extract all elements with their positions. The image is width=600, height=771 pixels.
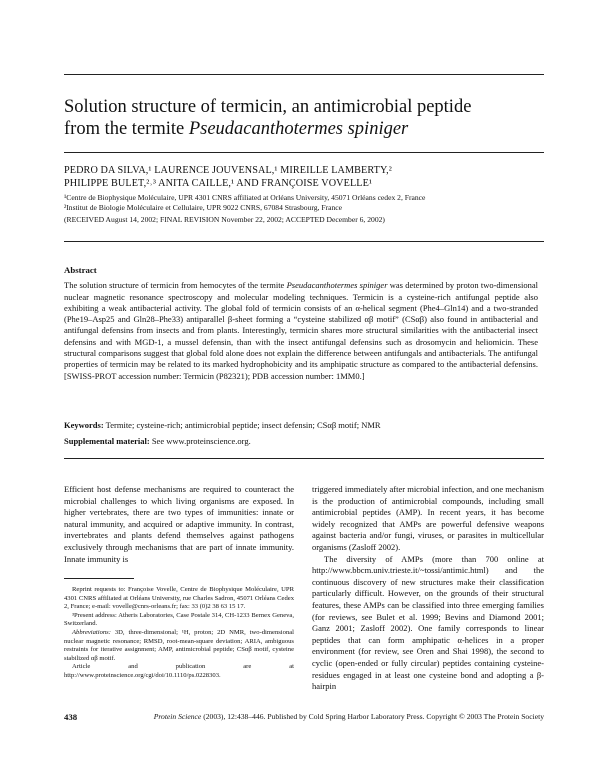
author-list bbox=[64, 164, 544, 190]
supplemental-label: Supplemental material: bbox=[64, 436, 150, 446]
authors-line-1: PEDRO DA SILVA,¹ LAURENCE JOUVENSAL,¹ MIREILLE LAMBERTY,² bbox=[64, 165, 392, 176]
footnote-rule bbox=[64, 578, 134, 579]
footnote-article-doi: Article and publication are at http://www.proteinscience.org/cgi/doi/10.1110/ps.0228303. bbox=[64, 663, 294, 679]
abbreviations-text: 3D, three-dimensional; ¹H, proton; 2D NMR, two-dimensional nuclear magnetic resonance; RMSD, root-mean-square deviation; ARIA, ambiguous restraints for iterative assignment; AMP, antimicrobial peptide; CSαβ motif, cysteine stabilized αβ motif. bbox=[64, 628, 294, 662]
body-right-paragraph-2: The diversity of AMPs (more than 700 online at http://www.bbcm.univ.trieste.it/~tossi/antimic.html) and the continuous discovery of new structures make their classification particularly difficult. However, on the grounds of their structural features, these AMPs can be classified into three emerging families (for reviews, see Bulet et al. 1999; Bevins and Diamond 2001; Ganz 2001; Zasloff 2002). One family corresponds to linear peptides that can form amphipatic α-helices in a proper environment (for review, see Oren and Shai 1998), the second to cyclic (open-ended or fully circular) peptides containing cysteine-residues engaged in at least one cysteine bond and adopting a β-hairpin bbox=[312, 553, 544, 692]
title-line-1: Solution structure of termicin, an antimicrobial peptide bbox=[64, 97, 472, 117]
received-dates: (RECEIVED August 14, 2002; FINAL REVISION November 22, 2002; ACCEPTED December 6, 2002) bbox=[64, 215, 385, 224]
title-species: Pseudacanthotermes spiniger bbox=[188, 119, 409, 139]
supplemental-material bbox=[64, 436, 538, 447]
affiliations bbox=[64, 193, 544, 213]
keywords-label: Keywords: bbox=[64, 420, 104, 430]
footnote-reprint: Reprint requests to: Françoise Vovelle, Centre de Biophysique Moléculaire, UPR 4301 CNRS affiliated at Orléans University, rue Charles Sadron, 45071 Orléans Cedex 2, France; e-mail: vovelle@cnrs-orleans.fr; fax: 33 (0)2 38 63 15 17. bbox=[64, 586, 294, 611]
footer-citation bbox=[154, 712, 544, 722]
journal-name: Protein Science bbox=[153, 712, 202, 721]
page-number: 438 bbox=[64, 712, 78, 722]
authors-line-2: PHILIPPE BULET,²˒³ ANITA CAILLE,¹ AND FRANÇOISE VOVELLE¹ bbox=[64, 178, 373, 189]
abstract bbox=[64, 265, 538, 382]
keywords-text: Termite; cysteine-rich; antimicrobial peptide; insect defensin; CSαβ motif; NMR bbox=[103, 420, 381, 430]
body-left-column: Efficient host defense mechanisms are required to counteract the microbial challenges to which living organisms are exposed. In higher vertebrates, there are two types of immunities: innate or natural immunity, and acquired or adaptive immunity. In contrast, invertebrates and plants defend themselves against pathogens exclusively through mechanisms that are part of innate immunity. Innate immunity is bbox=[64, 484, 294, 564]
footnote-present-address: ³Present address: Atheris Laboratories, Case Postale 314, CH-1233 Bernex Geneva, Switzerland. bbox=[64, 611, 294, 628]
article-title bbox=[64, 96, 544, 140]
abstract-bottom-rule bbox=[64, 458, 544, 459]
abbreviations-label: Abbreviations: bbox=[72, 628, 111, 636]
abstract-heading: Abstract bbox=[64, 265, 97, 275]
footnotes bbox=[64, 586, 294, 681]
citation-text: (2003), 12:438–446. Published by Cold Spring Harbor Laboratory Press. Copyright © 2003 The Protein Society bbox=[201, 712, 544, 721]
footnote-abbreviations bbox=[64, 629, 294, 663]
top-rule bbox=[64, 74, 544, 75]
affiliation-2: ²Institut de Biologie Moléculaire et Cellulaire, UPR 9022 CNRS, 67084 Strasbourg, France bbox=[64, 203, 343, 212]
abstract-species: Pseudacanthotermes spiniger bbox=[286, 280, 388, 291]
affiliation-1: ¹Centre de Biophysique Moléculaire, UPR 4301 CNRS affiliated at Orléans University, 45071 Orléans cedex 2, France bbox=[64, 193, 426, 202]
title-line-2 bbox=[64, 118, 544, 140]
title-rule bbox=[64, 152, 544, 153]
body-right-paragraph-1: triggered immediately after microbial infection, and one mechanism is the production of antimicrobial compounds, including small antimicrobial peptides (AMP). In recent years, it has become widely recognized that AMPs are powerful defensive weapons against bacteria and/or fungi, viruses, or parasites in multicellular organisms (Zasloff 2002). bbox=[312, 484, 544, 552]
header-bottom-rule bbox=[64, 241, 544, 242]
title-line-2-prefix: from the termite bbox=[64, 119, 189, 139]
keywords bbox=[64, 420, 538, 431]
abstract-text bbox=[64, 280, 538, 382]
abstract-text-part-1: The solution structure of termicin from hemocytes of the termite bbox=[64, 280, 287, 291]
abstract-text-part-2: was determined by proton two-dimensional nuclear magnetic resonance spectroscopy and molecular modeling techniques. Termicin is a cysteine-rich antifungal peptide also exhibiting a weak antibacterial activity. The global fold of termicin consists of an α-helical segment (Phe4–Gln14) and a two-stranded (Phe19–Asp25 and Gln28–Phe33) antiparallel β-sheet forming a “cysteine stabilized αβ motif” (CSαβ) also found in antibacterial and antifungal defensins from insects and from plants. Interestingly, termicin shares more structural similarities with the antibacterial insect defensins and with MGD-1, a mussel defensin, than with the insect antifungal defensins such as drosomycin and heliomicin. These structural comparisons suggest that global fold alone does not explain the difference between antifungals and antibacterials. The antifungal properties of termicin may be related to its marked hydrophobicity and its amphipatic structure as compared to the antibacterial defensins. [SWISS-PROT accession number: Termicin (P82321); PDB accession number: 1MM0.] bbox=[64, 280, 538, 381]
body-right-column bbox=[312, 484, 544, 693]
supplemental-text: See www.proteinscience.org. bbox=[149, 436, 251, 446]
